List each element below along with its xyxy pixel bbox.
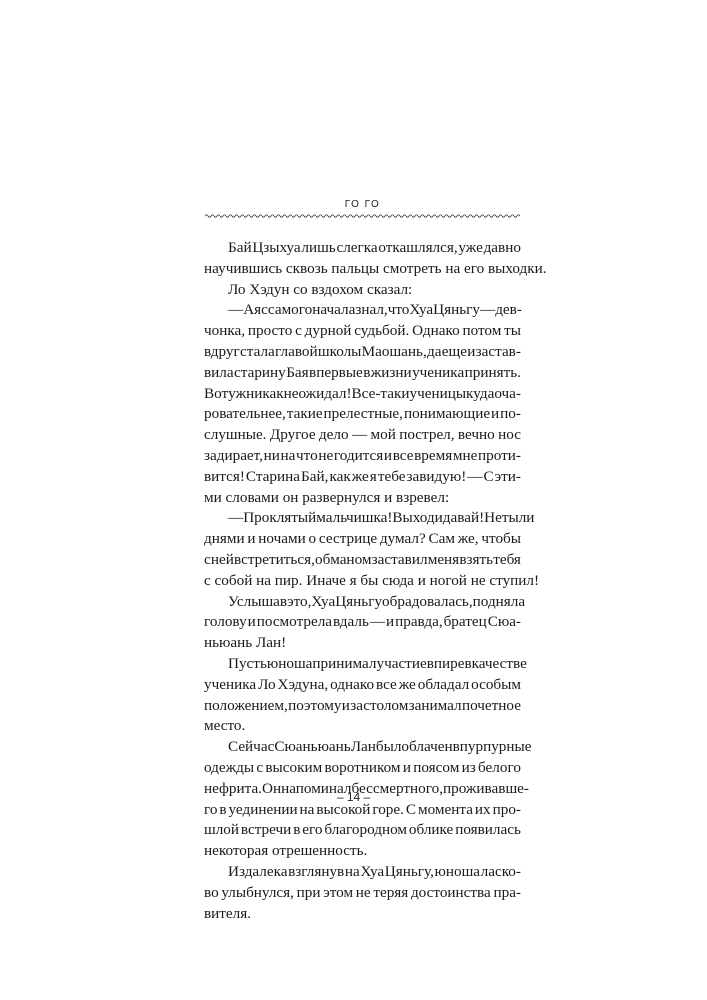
text-line: Бай Цзыхуа лишь слегка откашлялся, уже давно (228, 239, 521, 256)
page-number: – 14 – (336, 790, 371, 804)
text-line: ми словами он развернулся и взревел: (204, 488, 450, 506)
paragraph (204, 862, 521, 924)
text-line: Услышав это, Хуа Цяньгу обрадовалась, подняла (228, 592, 526, 610)
text-line: — А я с самого начала знал, что Хуа Цяньгу — дев- (228, 301, 522, 319)
text-line: нефрита. Он напоминал бессмертного, проживавше- (204, 779, 529, 797)
text-line: Издалека взглянув на Хуа Цяньгу, юноша ласко- (228, 862, 521, 880)
text-line: место. (204, 717, 246, 735)
text-line: во улыбнулся, при этом не теряя достоинства пра- (204, 883, 521, 901)
text-line: вителя. (204, 904, 252, 922)
paragraph (204, 654, 527, 737)
text-line: вила старину Бая впервые в жизни ученика принять. (204, 363, 521, 381)
text-line: го в уединении на высокой горе. С момента их про- (204, 800, 521, 818)
text-line: Пусть юноша принимал участие в пире в качестве (228, 654, 527, 672)
text-line: ньюань Лан! (204, 634, 287, 652)
text-line: ровательнее, такие прелестные, понимающие и по- (204, 405, 521, 423)
paragraph (204, 280, 521, 301)
text-line: научившись сквозь пальцы смотреть на его выходки. (204, 259, 547, 277)
text-line: Сейчас Сюаньюань Лан был облачен в пурпурные (228, 738, 532, 756)
text-line: слушные. Другое дело — мой пострел, вечно нос (204, 426, 521, 444)
text-line: задирает, ни на что не годится и все время мне проти- (204, 446, 521, 464)
running-header: ГО ГО (344, 199, 381, 210)
body-text (204, 238, 547, 924)
text-line: вится! Старина Бай, как же я тебе завидую! — С эти- (204, 467, 521, 485)
paragraph (204, 238, 547, 280)
paragraph (204, 592, 526, 654)
header-wavy-rule (205, 213, 520, 219)
text-line: с ней встретиться, обманом заставил меня взять тебя (204, 550, 521, 568)
text-line: положением, поэтому и за столом занимал почетное (204, 696, 521, 714)
paragraph (204, 300, 521, 508)
text-line: шлой встречи в его благородном облике появилась (204, 821, 521, 839)
text-line: голову и посмотрела вдаль — и правда, братец Сюа- (204, 613, 521, 631)
text-line: чонка, просто с дурной судьбой. Однако потом ты (204, 322, 521, 340)
paragraph (204, 508, 540, 591)
text-line: Вот уж никак не ожидал! Все-таки ученицы куда оча- (204, 384, 521, 402)
text-line: ученика Ло Хэдуна, однако все же обладал особым (204, 675, 521, 693)
text-line: — Проклятый мальчишка! Выходи давай! Не ты ли (228, 509, 535, 527)
text-line: вдруг стала главой школы Маошань, да еще и застав- (204, 342, 521, 360)
text-line: Ло Хэдун со вздохом сказал: (228, 280, 413, 298)
text-line: днями и ночами о сестрице думал? Сам же, чтобы (204, 530, 521, 548)
text-line: некоторая отрешенность. (204, 842, 368, 860)
text-line: с собой на пир. Иначе я бы сюда и ногой не ступил! (204, 571, 540, 589)
text-line: одежды с высоким воротником и поясом из белого (204, 758, 521, 776)
